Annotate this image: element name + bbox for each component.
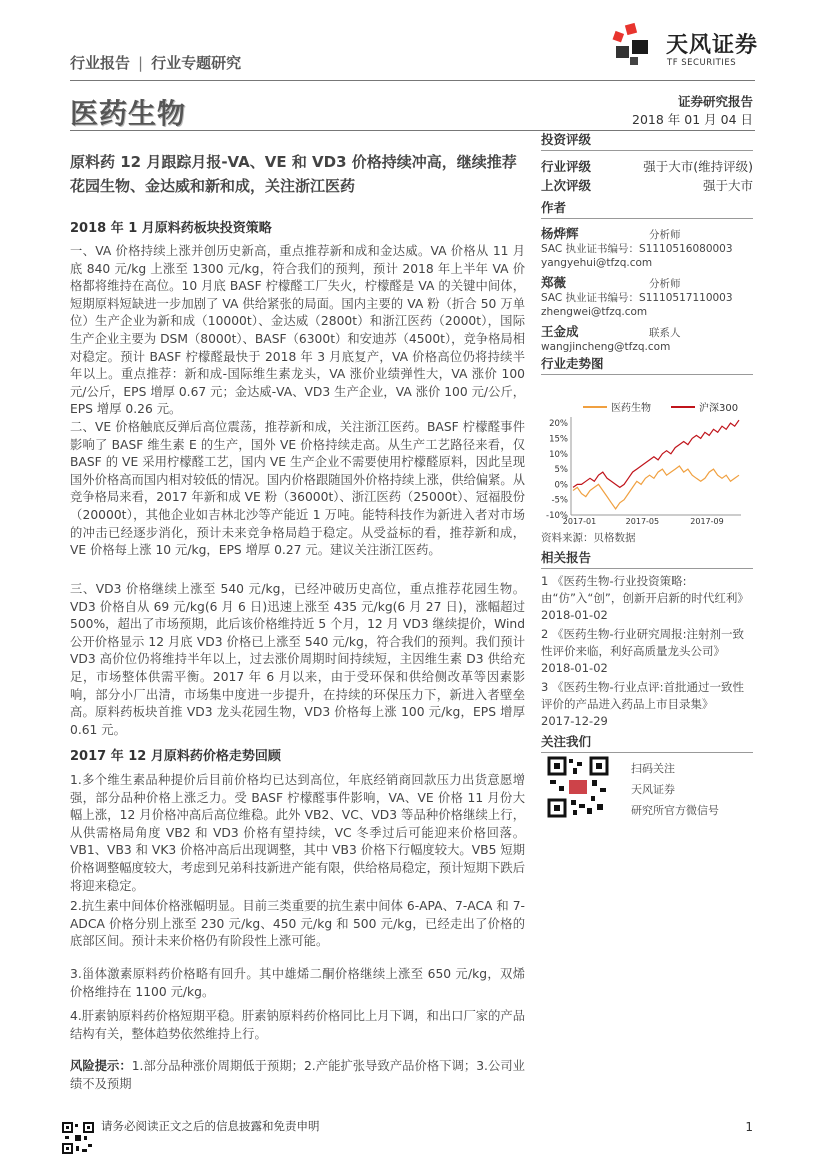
- related-report[interactable]: [541, 679, 753, 730]
- paragraph: 3.甾体激素原料药价格略有回升。其中雄烯二酮价格继续上涨至 650 元/kg，双烯价格维持在 1100 元/kg。: [70, 967, 525, 999]
- header-rule: [70, 80, 755, 81]
- chart-source: 资料来源：贝格数据: [541, 532, 636, 544]
- author-name: 杨烨辉: [541, 226, 579, 241]
- wechat-qr-icon: [547, 756, 609, 818]
- author-role: 联系人: [649, 327, 681, 339]
- author-role: 分析师: [649, 278, 681, 290]
- author-name: 王金成: [541, 324, 579, 339]
- follow-line: 研究所官方微信号: [631, 804, 719, 817]
- industry-rating-value: 强于大市(维持评级): [643, 159, 753, 174]
- paragraph: 4.肝素钠原料药价格短期平稳。肝素钠原料药价格同比上月下调，和出口厂家的产品结构有关，整体趋势依然维持上行。: [70, 1009, 525, 1041]
- paragraph: 2.抗生素中间体价格涨幅明显。目前三类重要的抗生素中间体 6-APA、7-ACA 和 7-ADCA 价格分别上涨至 230 元/kg、450 元/kg 和 500 元/kg，已经走出了价格的底部区间。预计未来价格仍有阶段性上涨可能。: [70, 899, 525, 949]
- y-tick-label: 5%: [554, 465, 568, 476]
- page-number: 1: [745, 1120, 753, 1134]
- y-tick-label: 10%: [549, 449, 568, 460]
- breadcrumb: [70, 52, 241, 73]
- series-line-pharma: [573, 466, 739, 509]
- report-date: 2018 年 01 月 04 日: [632, 112, 753, 127]
- section-title-strategy: 2018 年 1 月原料药板块投资策略: [70, 221, 272, 236]
- follow-line: 扫码关注: [631, 762, 675, 775]
- brand-name: 天风证券: [666, 33, 759, 58]
- y-tick-label: -10%: [546, 511, 568, 521]
- author-email[interactable]: zhengwei@tfzq.com: [541, 306, 648, 318]
- related-report[interactable]: [541, 573, 753, 624]
- follow-panel: [541, 732, 753, 817]
- last-rating-value: 强于大市: [702, 178, 753, 193]
- report-subkind: 行业专题研究: [151, 54, 242, 72]
- author-email[interactable]: yangyehui@tfzq.com: [541, 257, 653, 269]
- rating-title: 投资评级: [541, 130, 753, 151]
- industry-rating-label: 行业评级: [541, 159, 592, 174]
- author-email[interactable]: wangjincheng@tfzq.com: [541, 341, 671, 353]
- author-card: [541, 325, 753, 354]
- related-report-title[interactable]: 2 《医药生物-行业研究周报:注射剂一致性评价来临，利好高质量龙头公司》: [541, 627, 744, 658]
- paragraph: 一、VA 价格持续上涨并创历史新高，重点推荐新和成和金达威。VA 价格从 11 月底 840 元/kg 上涨至 1300 元/kg，符合我们的预判，预计 2018 年上半年 VA 价格都将维持在高位。10 月底 BASF 柠檬醛工厂失火，柠檬醛是 VA 的关键中间体，短期原料短缺进一步加剧了 VA 供给紧张的局面。国内主要的 VA 粉（折合 50 万单位）生产企业为新和成（10000t）、金达威（2800t）和浙江医药（2000t），国际生产企业主要为 DSM（8000t）、BASF（6300t）和安迪苏（4500t），竞争格局相对稳定。预计 BASF 柠檬醛最快于 2018 年 3 月底复产，VA 价格高位仍将持续半年以上。重点推荐：新和成-国际维生素龙头，VA 涨价业绩弹性大，VA 涨价 100 元/公斤，EPS 增厚 0.67 元；金达威-VA、VD3 生产企业，VA 涨价 100 元/公斤，EPS 增厚 0.26 元。: [70, 244, 525, 417]
- breadcrumb-separator: |: [138, 54, 144, 72]
- follow-title: 关注我们: [541, 732, 753, 753]
- footer-qr-icon: [62, 1122, 94, 1154]
- footer-disclaimer[interactable]: 请务必阅读正文之后的信息披露和免责申明: [101, 1119, 320, 1133]
- authors-panel: [541, 198, 753, 354]
- authors-title: 作者: [541, 198, 753, 219]
- risk-label: 风险提示：: [70, 1059, 132, 1073]
- related-report-date: 2018-01-02: [541, 608, 608, 622]
- related-report-title[interactable]: 1 《医药生物-行业投资策略:由“仿”入“创”，创新开启新的时代红利》: [541, 574, 749, 605]
- follow-text: [631, 758, 719, 821]
- y-tick-label: 15%: [549, 434, 568, 445]
- author-card: [541, 227, 753, 270]
- legend-label: 沪深300: [699, 403, 739, 414]
- risk-text: 1.部分品种涨价周期低于预期；2.产能扩张导致产品价格下调；3.公司业绩不及预期: [70, 1059, 525, 1091]
- author-role: 分析师: [649, 229, 681, 241]
- report-kind: 行业报告: [70, 54, 131, 72]
- related-report-date: 2017-12-29: [541, 714, 608, 728]
- last-rating-label: 上次评级: [541, 178, 592, 193]
- report-type: 证券研究报告: [677, 94, 753, 109]
- rating-panel: [541, 130, 753, 195]
- author-name: 郑薇: [541, 275, 567, 290]
- headline: 原料药 12 月跟踪月报-VA、VE 和 VD3 价格持续冲高，继续推荐花园生物、金达威和新和成，关注浙江医药: [70, 153, 517, 195]
- paragraph: 1.多个维生素品种提价后目前价格均已达到高位，年底经销商回款压力出货意愿增强，部分品种价格上涨乏力。受 BASF 柠檬醛事件影响，VA、VE 价格 11 月份大幅上涨，12 月价格冲高后高位维稳。此外 VB2、VC、VD3 等品种价格继续上行，从供需格局角度 VB2 和 VD3 价格有望持续，VC 冬季过后可能迎来价格回落。VB1、VB3 和 VK3 价格冲高后出现调整，其中 VB3 价格下行幅度较大。VB5 短期价格调整幅度较大，考虑到兄弟科技新进产能有限，供给格局稳定，预计短期下跌后将迎来稳定。: [70, 773, 525, 893]
- related-report-title[interactable]: 3 《医药生物-行业点评:首批通过一致性评价的产品进入药品上市目录集》: [541, 680, 744, 711]
- series-line-csi300: [573, 420, 739, 487]
- industry-rating-row: [541, 157, 753, 176]
- risk-warning: [70, 1058, 525, 1093]
- x-tick-label: 2017-01: [562, 517, 597, 525]
- author-cert: SAC 执业证书编号：S1110516080003: [541, 243, 733, 255]
- y-tick-label: 0%: [554, 480, 568, 491]
- x-tick-label: 2017-09: [690, 517, 724, 525]
- trend-chart: [541, 375, 753, 525]
- related-report[interactable]: [541, 626, 753, 677]
- paragraph: 二、VE 价格触底反弹后高位震荡，推荐新和成，关注浙江医药。BASF 柠檬醛事件影响了 BASF 维生素 E 的生产，国外 VE 价格持续走高。从生产工艺路径来看，仅 BASF 的 VE 采用柠檬醛工艺，国内 VE 生产企业不需要使用柠檬醛原料，因此呈现国外价格高而国内相对较低的情况。国内价格跟随国外价格持续上涨，供给偏紧。从竞争格局来看，2017 年新和成 VE 粉（36000t）、浙江医药（25000t）、冠福股份（20000t），其他企业如吉林北沙等产能近 1 万吨。能特科技作为新进入者对市场的冲击已经逐步消化，预计未来竞争格局趋于稳定。从受益标的看，推荐新和成，VE 价格每上涨 10 元/kg，EPS 增厚 0.27 元。建议关注浙江医药。: [70, 420, 525, 558]
- author-card: [541, 276, 753, 319]
- follow-line: 天风证券: [631, 783, 675, 796]
- last-rating-row: [541, 176, 753, 195]
- x-tick-label: 2017-05: [625, 517, 660, 525]
- trend-panel: [541, 354, 753, 545]
- section-title-review: 2017 年 12 月原料药价格走势回顾: [70, 749, 281, 764]
- related-panel: [541, 548, 753, 730]
- y-tick-label: -5%: [551, 495, 568, 506]
- brand-name-en: TF SECURITIES: [667, 58, 737, 68]
- trend-title: 行业走势图: [541, 354, 753, 375]
- y-tick-label: 20%: [549, 419, 568, 430]
- legend-label: 医药生物: [611, 403, 651, 414]
- author-cert: SAC 执业证书编号：S1110517110003: [541, 292, 733, 304]
- paragraph: 三、VD3 价格继续上涨至 540 元/kg，已经冲破历史高位，重点推荐花园生物。VD3 价格自从 69 元/kg(6 月 6 日)迅速上涨至 435 元/kg(6 月 27 日)，涨幅超过 500%，超出了市场预期，此后该价格维持近 5 个月，12 月 VD3 继续提价，Wind 公开价格显示 12 月底 VD3 价格已上涨至 540 元/kg，符合我们的预判。我们预计 VD3 高价位仍将维持半年以上，过去涨价周期时间持续短，主因维生素 D3 供给充足，市场整体供需平衡。2017 年 6 月以来，由于受环保和供给侧改革等因素影响，部分小厂出清，市场集中度进一步提升，在持续的环保压力下，新进入者壁垒高。原料药板块首推 VD3 龙头花园生物，VD3 价格每上涨 100 元/kg，EPS 增厚 0.61 元。: [70, 582, 525, 737]
- related-title: 相关报告: [541, 548, 753, 569]
- related-report-date: 2018-01-02: [541, 661, 608, 675]
- sector-title: 医药生物: [70, 97, 187, 130]
